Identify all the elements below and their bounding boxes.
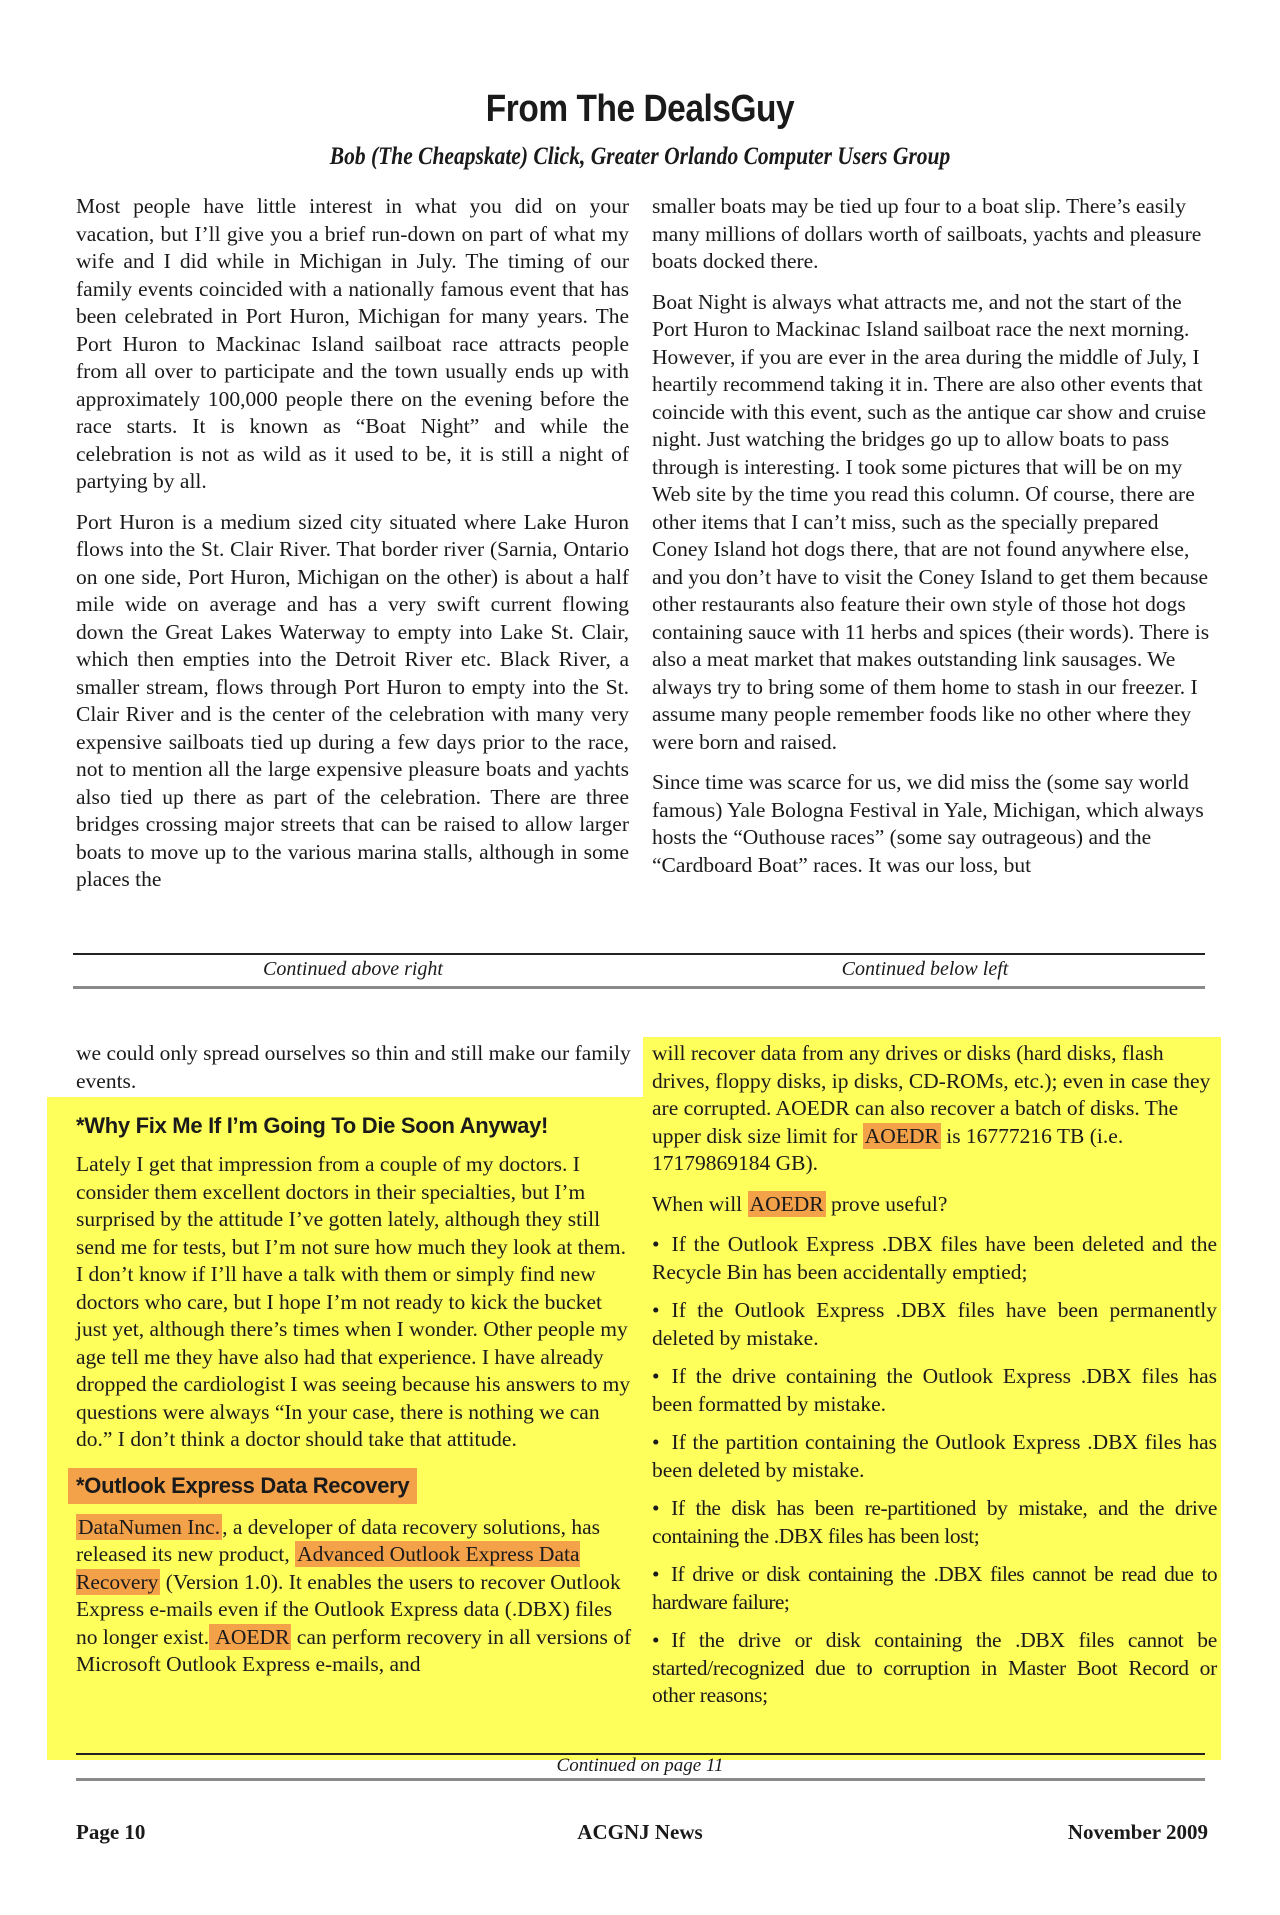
bottom-right-column [652,1040,1217,1721]
bullet-item: • If the Outlook Express .DBX files have been deleted and the Recycle Bin has been accidentally emptied; [652,1232,1217,1284]
top-left-column [76,193,629,907]
highlight-abbr: AOEDR [211,1624,290,1649]
paragraph: Lately I get that impression from a couple of my doctors. I consider them excellent doctors in their specialties, but I’m surprised by the attitude I’ve gotten lately, although they still send me for tests, but I’m not sure how much they look at them. I don’t know if I’ll have a talk with them or simply find new doctors who care, but I hope I’m not ready to kick the bucket just yet, although there’s times when I wonder. Other people my age tell me they have also had that experience. I have already dropped the cardiologist I was seeing because his answers to my questions were always “In your case, there is nothing we can do.” I don’t think a doctor should take that attitude. [76,1152,631,1451]
bottom-left-column [76,1040,636,1692]
paragraph: Since time was scarce for us, we did miss the (some say world famous) Yale Bologna Festival in Yale, Michigan, which always hosts the “Outhouse races” (some say outrageous) and the “Cardboard Boat” races. It was our loss, but [652,770,1204,877]
highlight-abbr: AOEDR [749,1191,824,1216]
bullet-item: • If the drive or disk containing the .DBX files cannot be started/recognized due to corruption in Master Boot Record or other reasons; [652,1628,1217,1707]
issue-date: November 2009 [1067,1820,1208,1844]
highlight-abbr: AOEDR [864,1123,939,1148]
section-heading: *Why Fix Me If I’m Going To Die Soon Anyway! [76,1113,549,1138]
bullet-icon: • [652,1232,660,1256]
bullet-icon: • [652,1364,660,1388]
bullet-item: • If the disk has been re-partitioned by mistake, and the drive containing the .DBX files has been lost; [652,1496,1217,1548]
article-byline: Bob (The Cheapskate) Click, Greater Orlando Computer Users Group [329,143,951,170]
bullet-icon: • [652,1430,660,1454]
page-number: Page 10 [76,1820,146,1844]
paragraph: When will AOEDR prove useful? [652,1191,948,1216]
highlight-company: DataNumen Inc. [78,1514,221,1539]
bullet-icon: • [652,1496,660,1520]
bullet-item: • If drive or disk containing the .DBX files cannot be read due to hardware failure; [652,1562,1217,1614]
highlighted-heading: *Outlook Express Data Recovery [68,1468,417,1504]
divider-line [73,953,1205,955]
paragraph: will recover data from any drives or disks (hard disks, flash drives, floppy disks, ip disks, CD-ROMs, etc.); even in case they are corrupted. AOEDR can also recover a batch of disks. The upper disk size limit for AOEDR is 16777216 TB (i.e. 17179869184 GB). [652,1041,1211,1175]
section-heading [76,1468,636,1504]
bullet-icon: • [652,1298,660,1322]
publication-name: ACGNJ News [577,1820,703,1844]
top-right-column [652,193,1214,892]
continued-above-right: Continued above right [263,958,443,980]
continued-on-page: Continued on page 11 [556,1755,724,1776]
paragraph: Boat Night is always what attracts me, and not the start of the Port Huron to Mackinac Island sailboat race the next morning. However, if you are ever in the area during the middle of July, I heartily recommend taking it in. There are also other events that coincide with this event, such as the antique car show and cruise night. Just watching the bridges go up to allow boats to pass through is interesting. I took some pictures that will be on my Web site by the time you read this column. Of course, there are other items that I can’t miss, such as the specially prepared Coney Island hot dogs there, that are not found anywhere else, and you don’t have to visit the Coney Island to get them because other restaurants also feature their own style of those hot dogs containing sauce with 11 herbs and spices (their words). There is also a meat market that makes outstanding link sausages. We always try to bring some of them home to stash in our freezer. I assume many people remember foods like no other where they were born and raised. [652,289,1210,754]
article-title: From The DealsGuy [485,88,795,130]
bullet-item: • If the Outlook Express .DBX files have been permanently deleted by mistake. [652,1298,1217,1350]
bullet-icon: • [652,1628,660,1652]
paragraph: smaller boats may be tied up four to a boat slip. There’s easily many millions of dollars worth of sailboats, yachts and pleasure boats docked there. [652,194,1202,273]
divider-line [73,986,1205,989]
divider-line [76,1778,1205,1781]
paragraph: we could only spread ourselves so thin and still make our family events. [76,1041,631,1093]
bullet-item: • If the drive containing the Outlook Express .DBX files has been formatted by mistake. [652,1364,1217,1416]
highlight-product: Advanced Outlook Express Data Recovery [76,1542,580,1594]
paragraph: DataNumen Inc., a developer of data recovery solutions, has released its new product, Advanced Outlook Express Data Recovery (Version 1.0). It enables the users to recover Outlook Express e-mails even if the Outlook Express data (.DBX) files no longer exist. AOEDR can perform recovery in all versions of Microsoft Outlook Express e-mails, and [76,1514,632,1676]
paragraph: Port Huron is a medium sized city situated where Lake Huron flows into the St. Clair River. That border river (Sarnia, Ontario on one side, Port Huron, Michigan on the other) is about a half mile wide on average and has a very swift current flowing down the Great Lakes Waterway to empty into Lake St. Clair, which then empties into the Detroit River etc. Black River, a smaller stream, flows through Port Huron to empty into the St. Clair River and is the center of the celebration with many very expensive sailboats tied up during a few days prior to the race, not to mention all the large expensive pleasure boats and yachts also tied up there as part of the celebration. There are three bridges crossing major streets that can be raised to allow larger boats to move up to the various marina stalls, although in some places the [76,509,629,891]
bullet-icon: • [652,1562,659,1586]
continued-below-left: Continued below left [841,958,1009,980]
bullet-item: • If the partition containing the Outlook Express .DBX files has been deleted by mistake. [652,1430,1217,1482]
paragraph: Most people have little interest in what you did on your vacation, but I’ll give you a brief run-down on part of what my wife and I did while in Michigan in July. The timing of our family events coincided with a nationally famous event that has been celebrated in Port Huron, Michigan for many years. The Port Huron to Mackinac Island sailboat race attracts people from all over to participate and the town usually ends up with approximately 100,000 people there on the evening before the race starts. It is known as “Boat Night” and while the celebration is not as wild as it used to be, it is still a night of partying by all. [76,194,629,493]
